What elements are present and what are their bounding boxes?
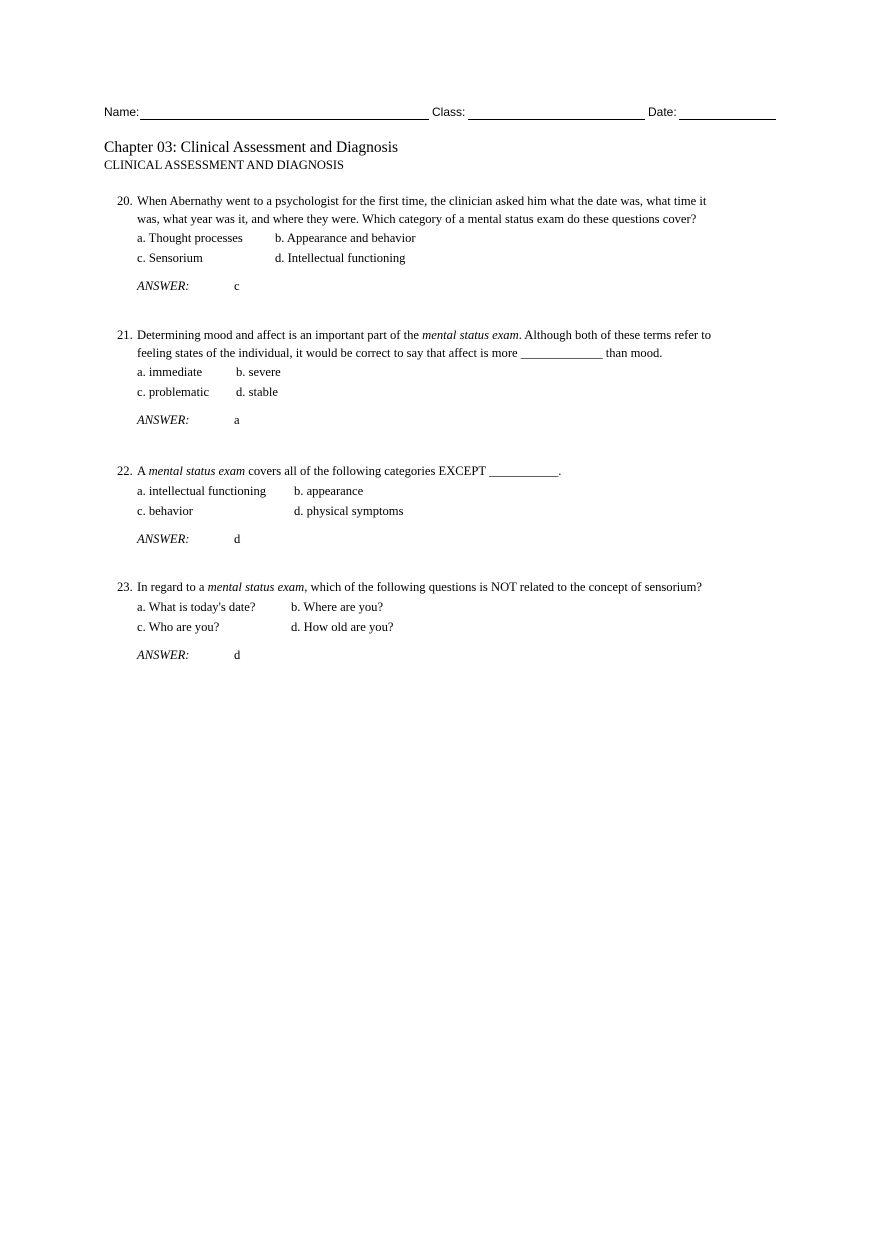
answer-row: [137, 646, 777, 664]
question-number: 20.: [117, 194, 133, 208]
question-text-line: When Abernathy went to a psychologist for the first time, the clinician asked him what the date was, what time it: [137, 194, 707, 208]
question-stem: [117, 193, 777, 228]
answer-value: a: [234, 413, 240, 427]
question-number: 21.: [117, 328, 133, 342]
choice-b: b. Appearance and behavior: [275, 231, 416, 245]
emphasis-term: mental status exam: [148, 464, 246, 478]
answer-label: ANSWER:: [137, 279, 190, 293]
answer-value: d: [234, 531, 241, 546]
choice-b: b. appearance: [294, 483, 364, 498]
question-number: 23.: [117, 580, 133, 594]
choice-b: b. severe: [236, 365, 281, 379]
choice-c: c. problematic: [137, 385, 210, 399]
choice-b: b. Where are you?: [291, 599, 384, 614]
question-text-line: feeling states of the individual, it would be correct to say that affect is more _____________ than mood.: [137, 345, 663, 360]
answer-row: [137, 277, 777, 295]
answer-value: c: [234, 279, 240, 293]
choice-a: a. intellectual functioning: [137, 483, 267, 498]
answer-choices: [137, 481, 777, 521]
question-20: [117, 193, 777, 295]
question-22: [117, 463, 777, 548]
choice-a: a. immediate: [137, 365, 203, 379]
answer-label: ANSWER:: [137, 531, 190, 546]
choice-c: c. Who are you?: [137, 619, 220, 634]
student-info-header: [104, 104, 776, 122]
date-label: Date:: [648, 105, 677, 119]
question-stem: [117, 579, 777, 597]
chapter-subtitle: CLINICAL ASSESSMENT AND DIAGNOSIS: [104, 158, 344, 172]
choice-d: d. physical symptoms: [294, 503, 404, 518]
question-text-line: In regard to a mental status exam, which of the following questions is NOT related to the concept of sensorium?: [137, 580, 702, 594]
question-23: [117, 579, 777, 664]
answer-choices: [137, 228, 777, 268]
question-stem: [117, 463, 777, 481]
question-text-line: Determining mood and affect is an important part of the mental status exam. Although both of these terms refer to: [137, 328, 712, 342]
chapter-title: Chapter 03: Clinical Assessment and Diagnosis: [104, 139, 399, 156]
date-field-line[interactable]: [679, 119, 776, 120]
answer-choices: [137, 597, 777, 637]
emphasis-term: mental status exam: [422, 328, 519, 342]
answer-row: [137, 530, 777, 548]
class-field-line[interactable]: [468, 119, 645, 120]
choice-c: c. behavior: [137, 503, 193, 518]
question-text-line: A mental status exam covers all of the following categories EXCEPT ___________.: [137, 464, 562, 478]
question-text-line: was, what year was it, and where they were. Which category of a mental status exam do these questions cover?: [137, 211, 697, 226]
choice-c: c. Sensorium: [137, 251, 203, 265]
question-21: [117, 327, 777, 429]
answer-value: d: [234, 647, 241, 662]
answer-choices: [137, 362, 777, 402]
question-number: 22.: [117, 464, 133, 478]
choice-d: d. How old are you?: [291, 619, 394, 634]
answer-label: ANSWER:: [137, 413, 190, 427]
answer-row: [137, 411, 777, 429]
name-label: Name:: [104, 105, 140, 119]
choice-a: a. What is today's date?: [137, 599, 256, 614]
choice-d: d. stable: [236, 385, 278, 399]
class-label: Class:: [432, 105, 466, 119]
name-field-line[interactable]: [140, 119, 429, 120]
emphasis-term: mental status exam: [207, 580, 305, 594]
question-stem: [117, 327, 777, 362]
answer-label: ANSWER:: [137, 647, 190, 662]
choice-d: d. Intellectual functioning: [275, 251, 406, 265]
choice-a: a. Thought processes: [137, 231, 243, 245]
